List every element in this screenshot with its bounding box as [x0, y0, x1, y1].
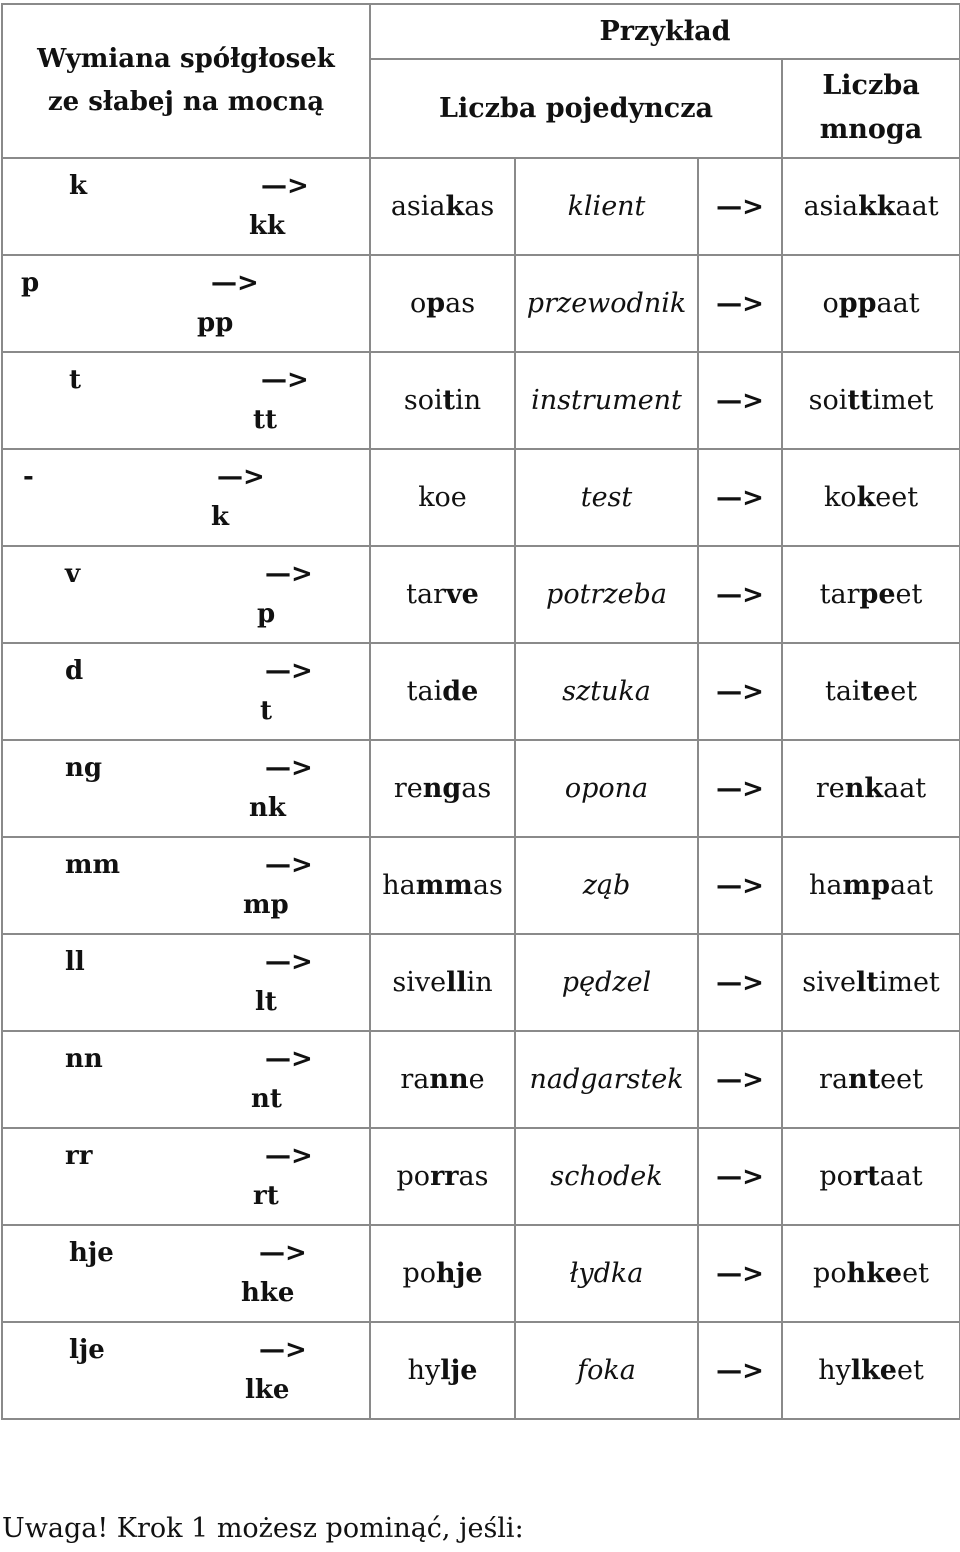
word-part: eet	[880, 1064, 923, 1095]
word-part: ra	[819, 1064, 849, 1095]
polish-meaning: klient	[515, 158, 698, 255]
arrow: —>	[211, 268, 259, 298]
table-row	[2, 255, 960, 352]
word-part: hy	[818, 1355, 851, 1386]
polish-meaning: schodek	[515, 1128, 698, 1225]
gradation-rule	[2, 1322, 370, 1419]
strong-consonant: pp	[197, 308, 234, 338]
word-part: aat	[895, 191, 939, 222]
weak-consonant: v	[65, 559, 81, 589]
arrow: —>	[698, 255, 782, 352]
singular-word	[370, 837, 515, 934]
word-part: et	[902, 1258, 929, 1289]
changed-consonant: rt	[852, 1161, 880, 1192]
table-row	[2, 546, 960, 643]
arrow: —>	[259, 1238, 307, 1268]
gradation-rule	[2, 740, 370, 837]
weak-consonant: hje	[69, 1238, 114, 1268]
singular-word	[370, 1128, 515, 1225]
arrow: —>	[217, 462, 265, 492]
plural-word	[782, 546, 960, 643]
arrow: —>	[265, 1044, 313, 1074]
strong-consonant: kk	[249, 211, 286, 241]
arrow: —>	[698, 740, 782, 837]
word-part: et	[895, 579, 923, 610]
changed-consonant: te	[860, 676, 891, 707]
word-part: ha	[382, 870, 416, 901]
arrow: —>	[265, 850, 313, 880]
polish-meaning: instrument	[515, 352, 698, 449]
changed-consonant: lke	[850, 1355, 897, 1386]
arrow: —>	[259, 1335, 307, 1365]
word-part: sive	[802, 967, 856, 998]
plural-word	[782, 1031, 960, 1128]
arrow: —>	[265, 559, 313, 589]
gradation-rule	[2, 352, 370, 449]
header-consonant-change	[2, 4, 370, 158]
changed-consonant: t	[442, 385, 456, 416]
word-part: as	[461, 773, 492, 804]
strong-consonant: nt	[251, 1084, 282, 1114]
plural-word	[782, 352, 960, 449]
word-part: ha	[809, 870, 843, 901]
word-part: as	[445, 288, 476, 319]
table-row	[2, 1225, 960, 1322]
arrow: —>	[261, 171, 309, 201]
singular-word	[370, 255, 515, 352]
table-row	[2, 837, 960, 934]
word-part: re	[815, 773, 845, 804]
singular-word	[370, 1031, 515, 1128]
plural-word	[782, 643, 960, 740]
gradation-rule	[2, 449, 370, 546]
table-row	[2, 1128, 960, 1225]
note-text: Uwaga! Krok 1 możesz pominąć, jeśli:	[2, 1513, 524, 1544]
table-row	[2, 1322, 960, 1419]
changed-consonant: mm	[415, 870, 473, 901]
consonant-gradation-table	[1, 3, 960, 1420]
weak-consonant: t	[69, 365, 82, 395]
plural-word	[782, 255, 960, 352]
weak-consonant: k	[69, 171, 88, 201]
changed-consonant: ng	[422, 773, 462, 804]
header-plural-line2: mnoga	[819, 114, 923, 146]
arrow: —>	[698, 449, 782, 546]
polish-meaning: foka	[515, 1322, 698, 1419]
word-part: aat	[889, 870, 934, 901]
word-part: tar	[406, 579, 446, 610]
word-part: soi	[808, 385, 848, 416]
word-part: aat	[883, 773, 927, 804]
word-part: po	[813, 1258, 847, 1289]
weak-consonant: -	[23, 462, 34, 492]
gradation-rule	[2, 1128, 370, 1225]
word-part: ko	[823, 482, 857, 513]
changed-consonant: kk	[858, 191, 896, 222]
word-part: sive	[392, 967, 447, 998]
weak-consonant: ng	[65, 753, 103, 783]
plural-word	[782, 1322, 960, 1419]
weak-consonant: ll	[65, 947, 85, 977]
plural-word	[782, 740, 960, 837]
plural-word	[782, 158, 960, 255]
weak-consonant: p	[21, 268, 40, 298]
polish-meaning: ząb	[515, 837, 698, 934]
gradation-rule	[2, 643, 370, 740]
word-part: o	[409, 288, 427, 319]
arrow: —>	[261, 365, 309, 395]
word-part: et	[890, 676, 918, 707]
polish-meaning: potrzeba	[515, 546, 698, 643]
gradation-rule	[2, 255, 370, 352]
arrow: —>	[698, 1225, 782, 1322]
word-part: tai	[824, 676, 861, 707]
table-row	[2, 352, 960, 449]
word-part: as	[472, 870, 503, 901]
table-row	[2, 740, 960, 837]
gradation-rule	[2, 934, 370, 1031]
plural-word	[782, 837, 960, 934]
arrow: —>	[698, 158, 782, 255]
changed-consonant: k	[445, 191, 465, 222]
word-part: po	[396, 1161, 431, 1192]
weak-consonant: mm	[65, 850, 121, 880]
changed-consonant: lt	[855, 967, 879, 998]
table-row	[2, 643, 960, 740]
gradation-rule	[2, 837, 370, 934]
singular-word	[370, 1225, 515, 1322]
polish-meaning: nadgarstek	[515, 1031, 698, 1128]
polish-meaning: test	[515, 449, 698, 546]
arrow: —>	[698, 837, 782, 934]
changed-consonant: tt	[847, 385, 873, 416]
changed-consonant: nk	[844, 773, 884, 804]
word-part: o	[822, 288, 839, 319]
table-row	[2, 934, 960, 1031]
strong-consonant: hke	[241, 1278, 295, 1308]
table-row	[2, 158, 960, 255]
word-part: in	[455, 385, 482, 416]
arrow: —>	[698, 1031, 782, 1128]
changed-consonant: p	[426, 288, 446, 319]
arrow: —>	[698, 1322, 782, 1419]
polish-meaning: opona	[515, 740, 698, 837]
changed-consonant: ll	[446, 967, 467, 998]
strong-consonant: k	[211, 502, 230, 532]
changed-consonant: de	[442, 676, 479, 707]
plural-word	[782, 1128, 960, 1225]
word-part: asia	[390, 191, 446, 222]
singular-word	[370, 546, 515, 643]
word-part: po	[819, 1161, 853, 1192]
polish-meaning: pędzel	[515, 934, 698, 1031]
strong-consonant: lt	[255, 987, 277, 1017]
header-left-line2: ze słabej na mocną	[47, 87, 325, 117]
word-part: et	[897, 1355, 924, 1386]
singular-word	[370, 449, 515, 546]
plural-word	[782, 449, 960, 546]
polish-meaning: łydka	[515, 1225, 698, 1322]
table-row	[2, 1031, 960, 1128]
singular-word	[370, 934, 515, 1031]
arrow: —>	[265, 656, 313, 686]
strong-consonant: rt	[253, 1181, 279, 1211]
word-part: imet	[878, 967, 940, 998]
strong-consonant: mp	[243, 890, 289, 920]
arrow: —>	[698, 643, 782, 740]
header-singular: Liczba pojedyncza	[370, 59, 782, 158]
arrow: —>	[698, 352, 782, 449]
changed-consonant: rr	[430, 1161, 459, 1192]
word-part: tai	[406, 676, 443, 707]
changed-consonant: nn	[429, 1064, 469, 1095]
header-example: Przykład	[370, 4, 960, 59]
gradation-rule	[2, 546, 370, 643]
strong-consonant: nk	[249, 793, 286, 823]
weak-consonant: d	[65, 656, 84, 686]
changed-consonant: lje	[440, 1355, 478, 1386]
changed-consonant: hke	[846, 1258, 903, 1289]
singular-word	[370, 740, 515, 837]
arrow: —>	[698, 934, 782, 1031]
changed-consonant: nt	[848, 1064, 881, 1095]
polish-meaning: przewodnik	[515, 255, 698, 352]
changed-consonant: mp	[842, 870, 890, 901]
header-left-line1: Wymiana spółgłosek	[37, 44, 335, 74]
changed-consonant: hje	[435, 1258, 483, 1289]
word-part: re	[393, 773, 423, 804]
strong-consonant: lke	[245, 1375, 290, 1405]
word-part: ra	[400, 1064, 430, 1095]
changed-consonant: pe	[859, 579, 896, 610]
word-part: koe	[418, 482, 467, 513]
word-part: in	[466, 967, 493, 998]
gradation-rule	[2, 1225, 370, 1322]
weak-consonant: rr	[65, 1141, 93, 1171]
arrow: —>	[265, 1141, 313, 1171]
arrow: —>	[698, 546, 782, 643]
word-part: as	[458, 1161, 489, 1192]
arrow: —>	[265, 753, 313, 783]
arrow: —>	[265, 947, 313, 977]
changed-consonant: pp	[838, 288, 877, 319]
word-part: aat	[879, 1161, 923, 1192]
polish-meaning: sztuka	[515, 643, 698, 740]
strong-consonant: tt	[253, 405, 278, 435]
word-part: as	[464, 191, 495, 222]
weak-consonant: lje	[69, 1335, 105, 1365]
strong-consonant: t	[260, 696, 273, 726]
changed-consonant: k	[856, 482, 876, 513]
word-part: po	[402, 1258, 436, 1289]
word-part: imet	[872, 385, 934, 416]
gradation-rule	[2, 1031, 370, 1128]
weak-consonant: nn	[65, 1044, 103, 1074]
word-part: aat	[876, 288, 920, 319]
plural-word	[782, 1225, 960, 1322]
singular-word	[370, 1322, 515, 1419]
word-part: asia	[803, 191, 859, 222]
word-part: tar	[819, 579, 860, 610]
table-row	[2, 449, 960, 546]
singular-word	[370, 158, 515, 255]
gradation-rule	[2, 158, 370, 255]
word-part: hy	[407, 1355, 441, 1386]
changed-consonant: ve	[445, 579, 479, 610]
word-part: soi	[403, 385, 443, 416]
plural-word	[782, 934, 960, 1031]
header-plural	[782, 59, 960, 158]
header-plural-line1: Liczba	[822, 70, 920, 102]
strong-consonant: p	[257, 599, 276, 629]
word-part: e	[468, 1064, 485, 1095]
word-part: eet	[875, 482, 919, 513]
singular-word	[370, 643, 515, 740]
arrow: —>	[698, 1128, 782, 1225]
singular-word	[370, 352, 515, 449]
